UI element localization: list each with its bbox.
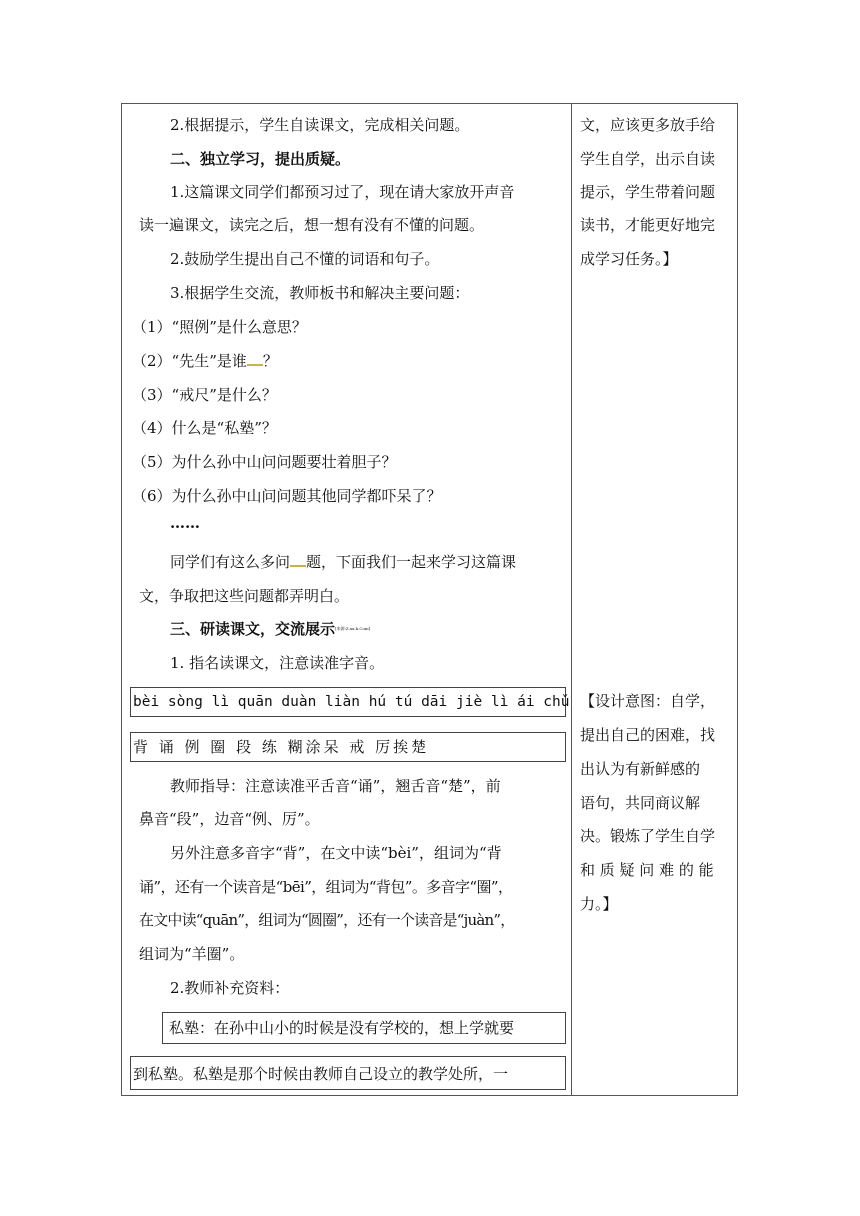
paragraph-line: 读一遍课文，读完之后，想一想有没有不懂的问题。	[139, 216, 485, 234]
text-part: 同学们有这么多问	[170, 553, 291, 571]
blank-underline	[290, 553, 306, 567]
paragraph-line: 3.根据学生交流，教师板书和解决主要问题：	[170, 284, 470, 302]
note-line: 语句，共同商议解	[580, 794, 701, 812]
pinyin-box	[130, 687, 570, 717]
note-line: 决。锻炼了学生自学	[580, 827, 716, 845]
column-divider	[571, 104, 572, 1095]
pinyin-row: bèi sòng lì quān duàn liàn hú tú dāi jiè lì ái chǔ	[133, 694, 570, 710]
ellipsis: ……	[170, 514, 200, 532]
question-item: （1）“照例”是什么意思？	[132, 318, 307, 336]
note-line: 成学习任务。】	[580, 250, 678, 268]
character-box	[130, 732, 566, 762]
note-line: 力。】	[580, 895, 618, 913]
material-box	[130, 1056, 566, 1090]
material-text: 私塾：在孙中山小的时候是没有学校的，想上学就要	[169, 1019, 515, 1037]
section-heading: 二、独立学习，提出质疑。	[170, 150, 351, 168]
paragraph-line: 诵”，还有一个读音是“bēi”，组词为“背包”。多音字“圈”，	[139, 878, 513, 896]
paragraph-line: 在文中读“quān”，组词为“圆圈”，还有一个读音是“juàn”，	[139, 911, 515, 929]
question-text: （2）“先生”是谁	[132, 352, 247, 370]
question-item	[132, 352, 278, 370]
character-row: 背 诵 例 圈 段 练 糊涂呆 戒 厉挨楚	[133, 738, 430, 756]
question-mark: ？	[262, 352, 278, 370]
material-box	[162, 1012, 566, 1044]
note-line: 提出自己的困难，找	[580, 726, 716, 744]
note-line: 【设计意图：自学，	[580, 692, 716, 710]
paragraph-line: 组词为“羊圈”。	[139, 945, 245, 963]
paragraph-line: 文，争取把这些问题都弄明白。	[139, 587, 350, 605]
lesson-plan-table	[121, 103, 738, 1096]
note-line: 和 质 疑 问 难 的 能	[580, 861, 714, 879]
question-item: （6）为什么孙中山问问题其他同学都吓呆了？	[132, 487, 442, 505]
question-item: （4）什么是“私塾”？	[132, 419, 277, 437]
paragraph-line: 2.教师补充资料：	[170, 979, 290, 997]
material-text: 到私塾。私塾是那个时候由教师自己设立的教学处所，一	[133, 1065, 509, 1083]
text-part: 题，下面我们一起来学习这篇课	[306, 553, 517, 571]
question-item: （5）为什么孙中山问问题要壮着胆子？	[132, 453, 397, 471]
note-line: 出认为有新鲜感的	[580, 760, 701, 778]
paragraph-line: 2.鼓励学生提出自己不懂的词语和句子。	[170, 250, 440, 268]
paragraph-line: 1. 指名读课文，注意读准字音。	[170, 654, 385, 672]
note-line: 文，应该更多放手给	[580, 116, 716, 134]
note-line: 读书，才能更好地完	[580, 216, 716, 234]
source-watermark: [来源:Z.xx.k.Com]	[335, 626, 371, 631]
paragraph-line: 2.根据提示，学生自读课文，完成相关问题。	[170, 116, 470, 134]
note-line: 学生自学，出示自读	[580, 150, 716, 168]
heading-text: 三、研读课文，交流展示	[170, 620, 336, 638]
paragraph-line: 鼻音“段”，边音“例、厉”。	[139, 810, 320, 828]
question-item: （3）“戒尺”是什么？	[132, 386, 277, 404]
section-heading	[170, 620, 370, 638]
paragraph-line: 另外注意多音字“背”，在文中读“bèi”，组词为“背	[170, 844, 502, 862]
paragraph-line: 1.这篇课文同学们都预习过了，现在请大家放开声音	[170, 183, 515, 201]
note-line: 提示，学生带着问题	[580, 183, 716, 201]
paragraph-line: 教师指导：注意读准平舌音“诵”，翘舌音“楚”，前	[170, 777, 501, 795]
blank-underline	[247, 352, 263, 366]
paragraph-line	[170, 553, 516, 571]
